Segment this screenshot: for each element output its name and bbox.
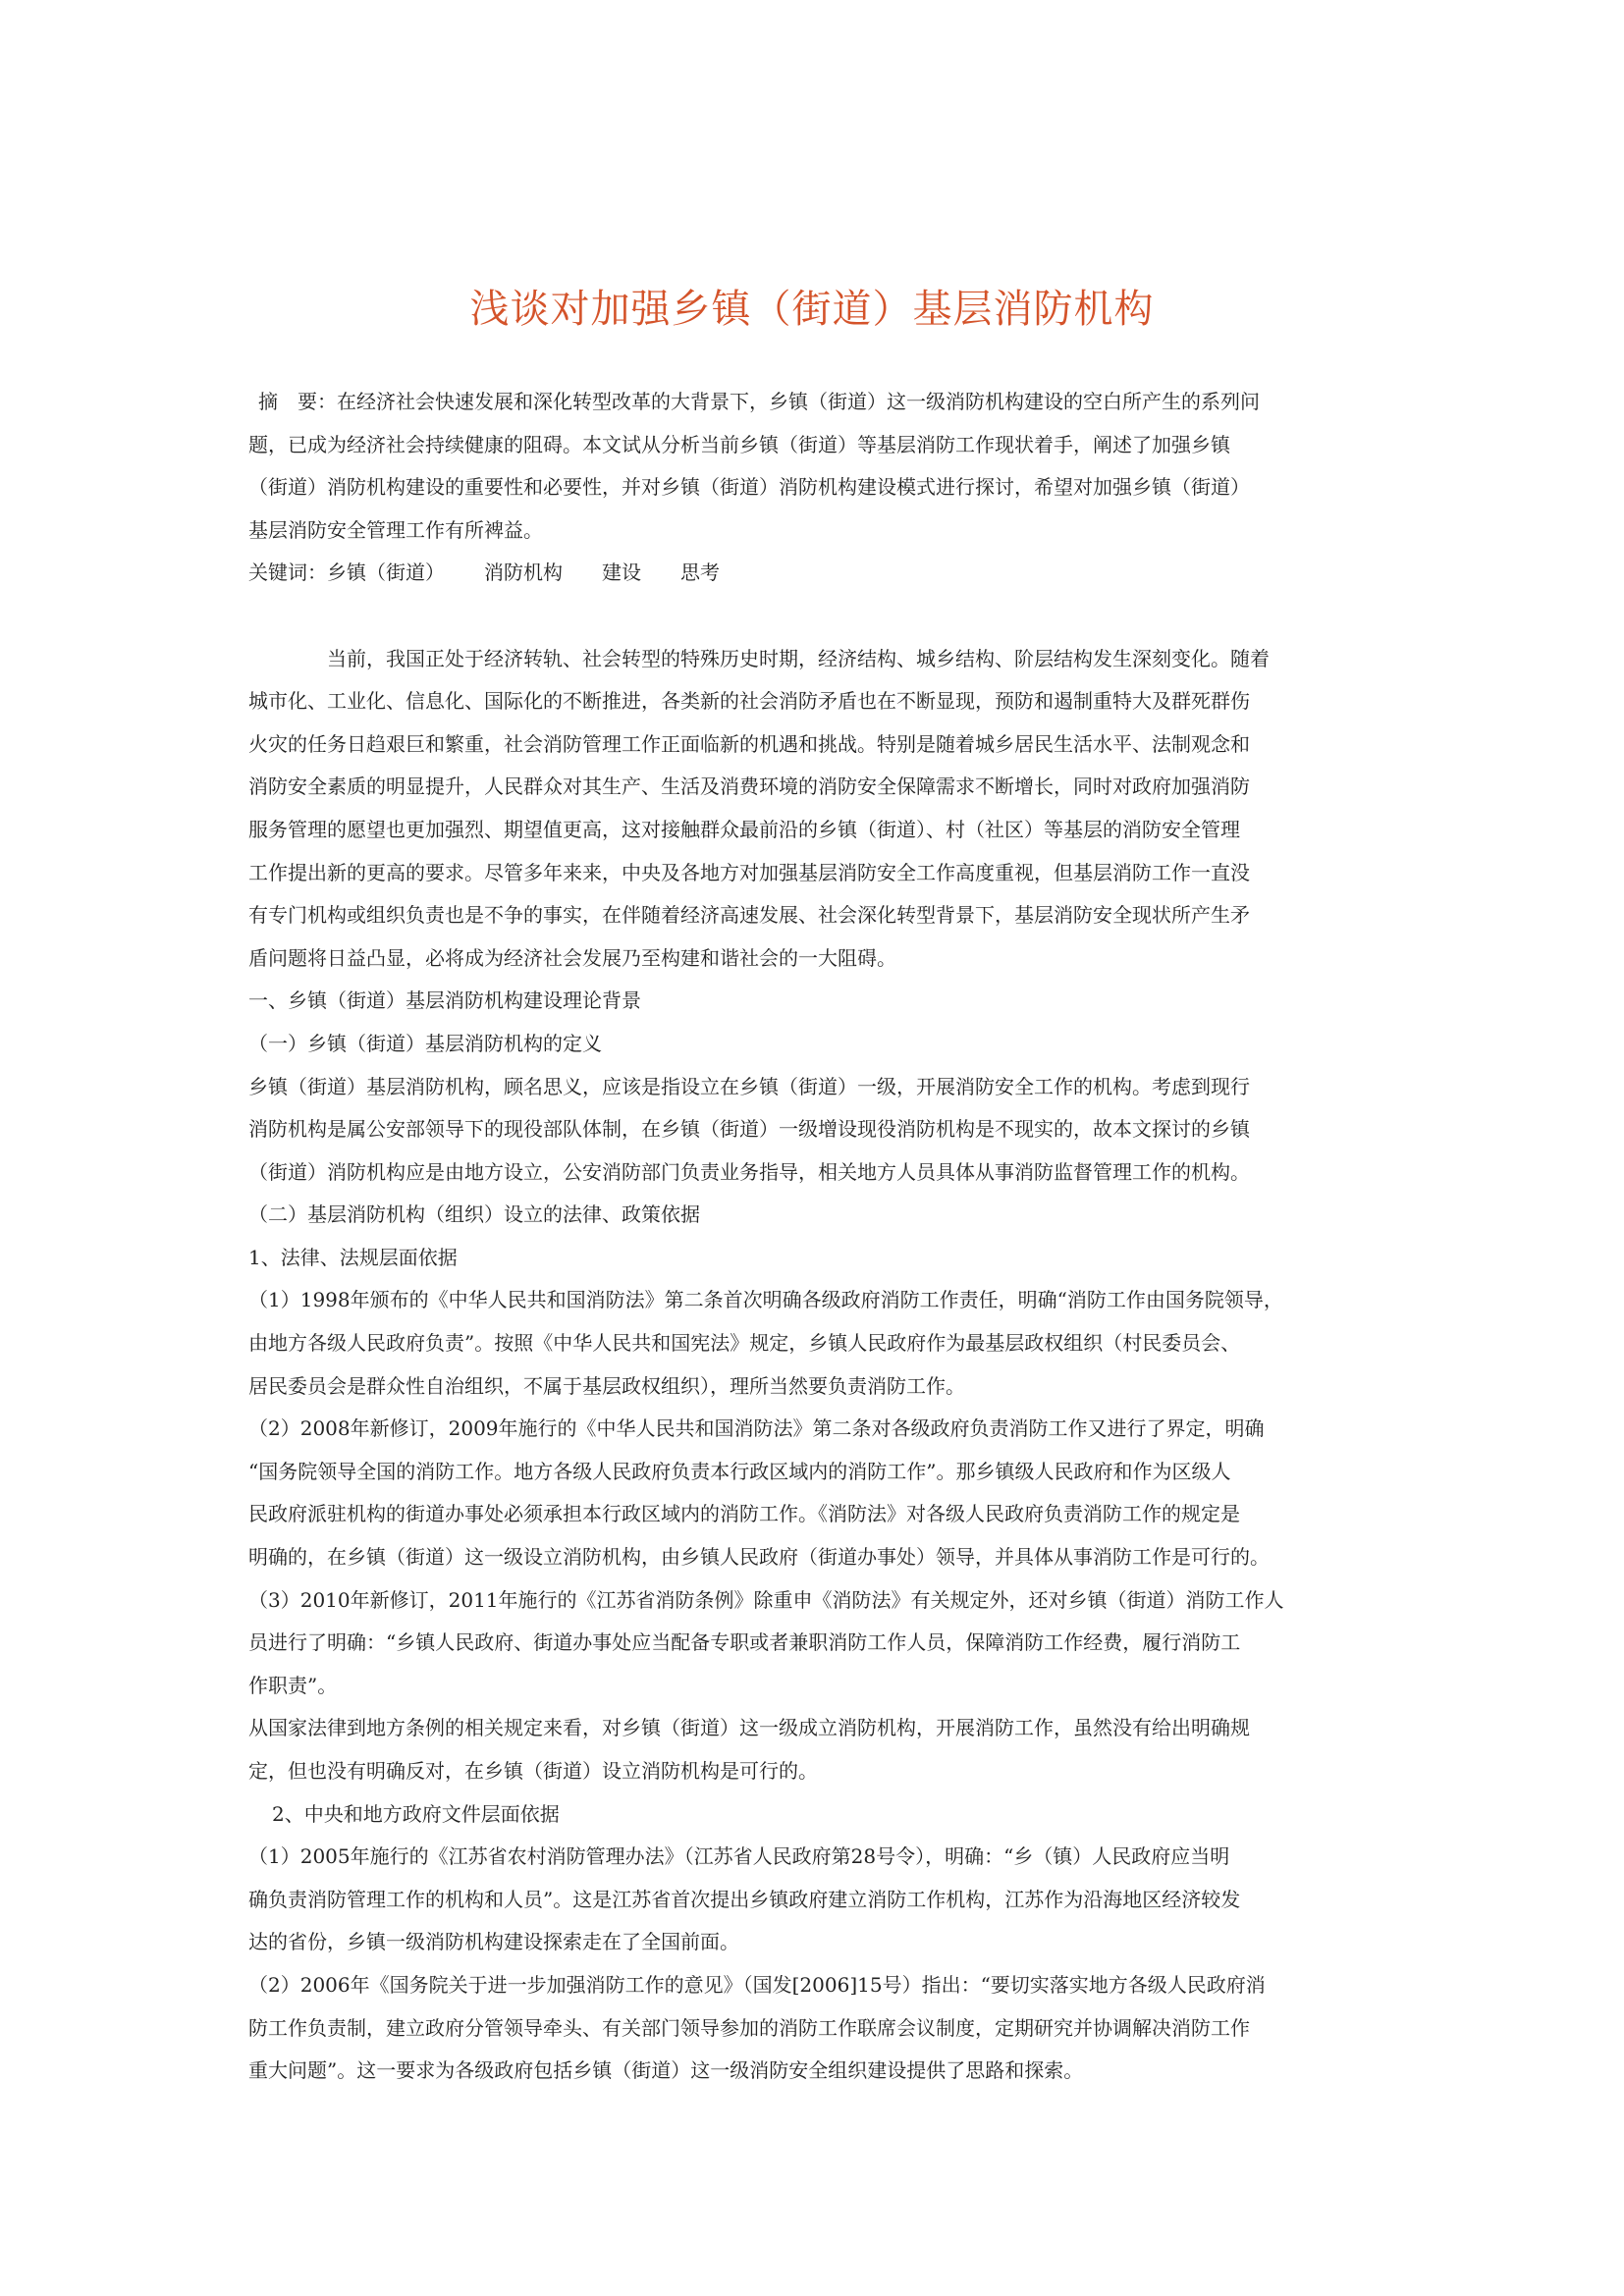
paragraph xyxy=(248,1066,1427,1195)
part-heading: 1、法律、法规层面依据 xyxy=(248,1245,458,1269)
text-line: 达的省份，乡镇一级消防机构建设探索走在了全国前面。 xyxy=(248,1930,739,1954)
intro-paragraph xyxy=(248,638,1427,981)
text-line: （街道）消防机构建设的重要性和必要性，并对乡镇（街道）消防机构建设模式进行探讨，希望对加强乡镇（街道） xyxy=(248,475,1250,500)
subsection-heading: （一）乡镇（街道）基层消防机构的定义 xyxy=(248,1031,602,1055)
text-line: （街道）消防机构应是由地方设立，公安消防部门负责业务指导，相关地方人员具体从事消防监督管理工作的机构。 xyxy=(248,1159,1250,1184)
text-line: （2）2008年新修订，2009年施行的《中华人民共和国消防法》第二条对各级政府负责消防工作又进行了界定，明确 xyxy=(248,1416,1265,1441)
paragraph xyxy=(248,1579,1427,1708)
keywords-label: 关键词： xyxy=(248,561,327,585)
text-line: 防工作负责制，建立政府分管领导牵头、有关部门领导参加的消防工作联席会议制度，定期研究并协调解决消防工作 xyxy=(248,2015,1250,2040)
keyword: 消防机构 xyxy=(484,561,563,585)
text-line: 消防安全素质的明显提升，人民群众对其生产、生活及消费环境的消防安全保障需求不断增长，同时对政府加强消防 xyxy=(248,774,1250,799)
text-line: 居民委员会是群众性自治组织，不属于基层政权组织），理所当然要负责消防工作。 xyxy=(248,1373,965,1398)
text-line: （1）2005年施行的《江苏省农村消防管理办法》（江苏省人民政府第28号令），明确：“乡（镇）人民政府应当明 xyxy=(248,1844,1230,1869)
text-line: 有专门机构或组织负责也是不争的事实，在伴随着经济高速发展、社会深化转型背景下，基层消防安全现状所产生矛 xyxy=(248,903,1250,928)
text-line: 乡镇（街道）基层消防机构，顾名思义，应该是指设立在乡镇（街道）一级，开展消防安全工作的机构。考虑到现行 xyxy=(248,1074,1250,1098)
text-line: 员进行了明确：“乡镇人民政府、街道办事处应当配备专职或者兼职消防工作人员，保障消防工作经费，履行消防工 xyxy=(248,1630,1241,1655)
text-line: 从国家法律到地方条例的相关规定来看，对乡镇（街道）这一级成立消防机构，开展消防工作，虽然没有给出明确规 xyxy=(248,1716,1250,1740)
paragraph xyxy=(248,1279,1427,1408)
paragraph xyxy=(248,1964,1427,2093)
document-body xyxy=(248,381,1427,2093)
text-line: 题，已成为经济社会持续健康的阻碍。本文试从分析当前乡镇（街道）等基层消防工作现状着手，阐述了加强乡镇 xyxy=(248,432,1230,456)
text-line: 确负责消防管理工作的机构和人员”。这是江苏省首次提出乡镇政府建立消防工作机构，江苏作为沿海地区经济较发 xyxy=(248,1887,1241,1911)
text-line: 工作提出新的更高的要求。尽管多年来来，中央及各地方对加强基层消防安全工作高度重视，但基层消防工作一直没 xyxy=(248,860,1250,884)
text-line: “国务院领导全国的消防工作。地方各级人民政府负责本行政区域内的消防工作”。那乡镇级人民政府和作为区级人 xyxy=(248,1459,1231,1483)
section-heading: 一、乡镇（街道）基层消防机构建设理论背景 xyxy=(248,988,641,1013)
text-line: 盾问题将日益凸显，必将成为经济社会发展乃至构建和谐社会的一大阻碍。 xyxy=(248,945,896,970)
text-line: 定，但也没有明确反对，在乡镇（街道）设立消防机构是可行的。 xyxy=(248,1759,818,1783)
text-line: （2）2006年《国务院关于进一步加强消防工作的意见》（国发[2006]15号）指出：“要切实落实地方各级人民政府消 xyxy=(248,1972,1266,1997)
text-line: 基层消防安全管理工作有所裨益。 xyxy=(248,517,543,542)
text-line: 当前，我国正处于经济转轨、社会转型的特殊历史时期，经济结构、城乡结构、阶层结构发生深刻变化。随着 xyxy=(327,646,1270,670)
text-line: 由地方各级人民政府负责”。按照《中华人民共和国宪法》规定，乡镇人民政府作为最基层政权组织（村民委员会、 xyxy=(248,1331,1241,1356)
text-line: （1）1998年颁布的《中华人民共和国消防法》第二条首次明确各级政府消防工作责任，明确“消防工作由国务院领导， xyxy=(248,1288,1283,1312)
text-line: 摘 要：在经济社会快速发展和深化转型改革的大背景下，乡镇（街道）这一级消防机构建设的空白所产生的系列问 xyxy=(258,390,1260,413)
part-heading: 2、中央和地方政府文件层面依据 xyxy=(272,1801,560,1826)
paragraph xyxy=(248,1408,1427,1578)
subsection-heading: （二）基层消防机构（组织）设立的法律、政策依据 xyxy=(248,1202,700,1227)
document-title: 浅谈对加强乡镇（街道）基层消防机构 xyxy=(469,287,1155,332)
text-line: 民政府派驻机构的街道办事处必须承担本行政区域内的消防工作。《消防法》对各级人民政府负责消防工作的规定是 xyxy=(248,1502,1240,1526)
text-line: （3）2010年新修订，2011年施行的《江苏省消防条例》除重申《消防法》有关规定外，还对乡镇（街道）消防工作人 xyxy=(248,1587,1284,1612)
paragraph xyxy=(248,1836,1427,1964)
text-line: 火灾的任务日趋艰巨和繁重，社会消防管理工作正面临新的机遇和挑战。特别是随着城乡居民生活水平、法制观念和 xyxy=(248,731,1250,756)
spacer xyxy=(248,595,1427,638)
keyword: 建设 xyxy=(602,561,641,585)
paragraph xyxy=(248,1707,1427,1792)
text-line: 消防机构是属公安部领导下的现役部队体制，在乡镇（街道）一级增设现役消防机构是不现实的，故本文探讨的乡镇 xyxy=(248,1117,1250,1142)
abstract xyxy=(248,381,1427,552)
keyword: 思考 xyxy=(680,561,720,585)
keywords xyxy=(248,552,1427,595)
text-line: 明确的，在乡镇（街道）这一级设立消防机构，由乡镇人民政府（街道办事处）领导，并具体从事消防工作是可行的。 xyxy=(248,1545,1270,1570)
text-line: 重大问题”。这一要求为各级政府包括乡镇（街道）这一级消防安全组织建设提供了思路和探索。 xyxy=(248,2058,1084,2083)
keyword: 乡镇（街道） xyxy=(327,561,445,585)
text-line: 作职责”。 xyxy=(248,1673,338,1697)
text-line: 城市化、工业化、信息化、国际化的不断推进，各类新的社会消防矛盾也在不断显现，预防和遏制重特大及群死群伤 xyxy=(248,689,1250,714)
text-line: 服务管理的愿望也更加强烈、期望值更高，这对接触群众最前沿的乡镇（街道）、村（社区）等基层的消防安全管理 xyxy=(248,817,1240,841)
